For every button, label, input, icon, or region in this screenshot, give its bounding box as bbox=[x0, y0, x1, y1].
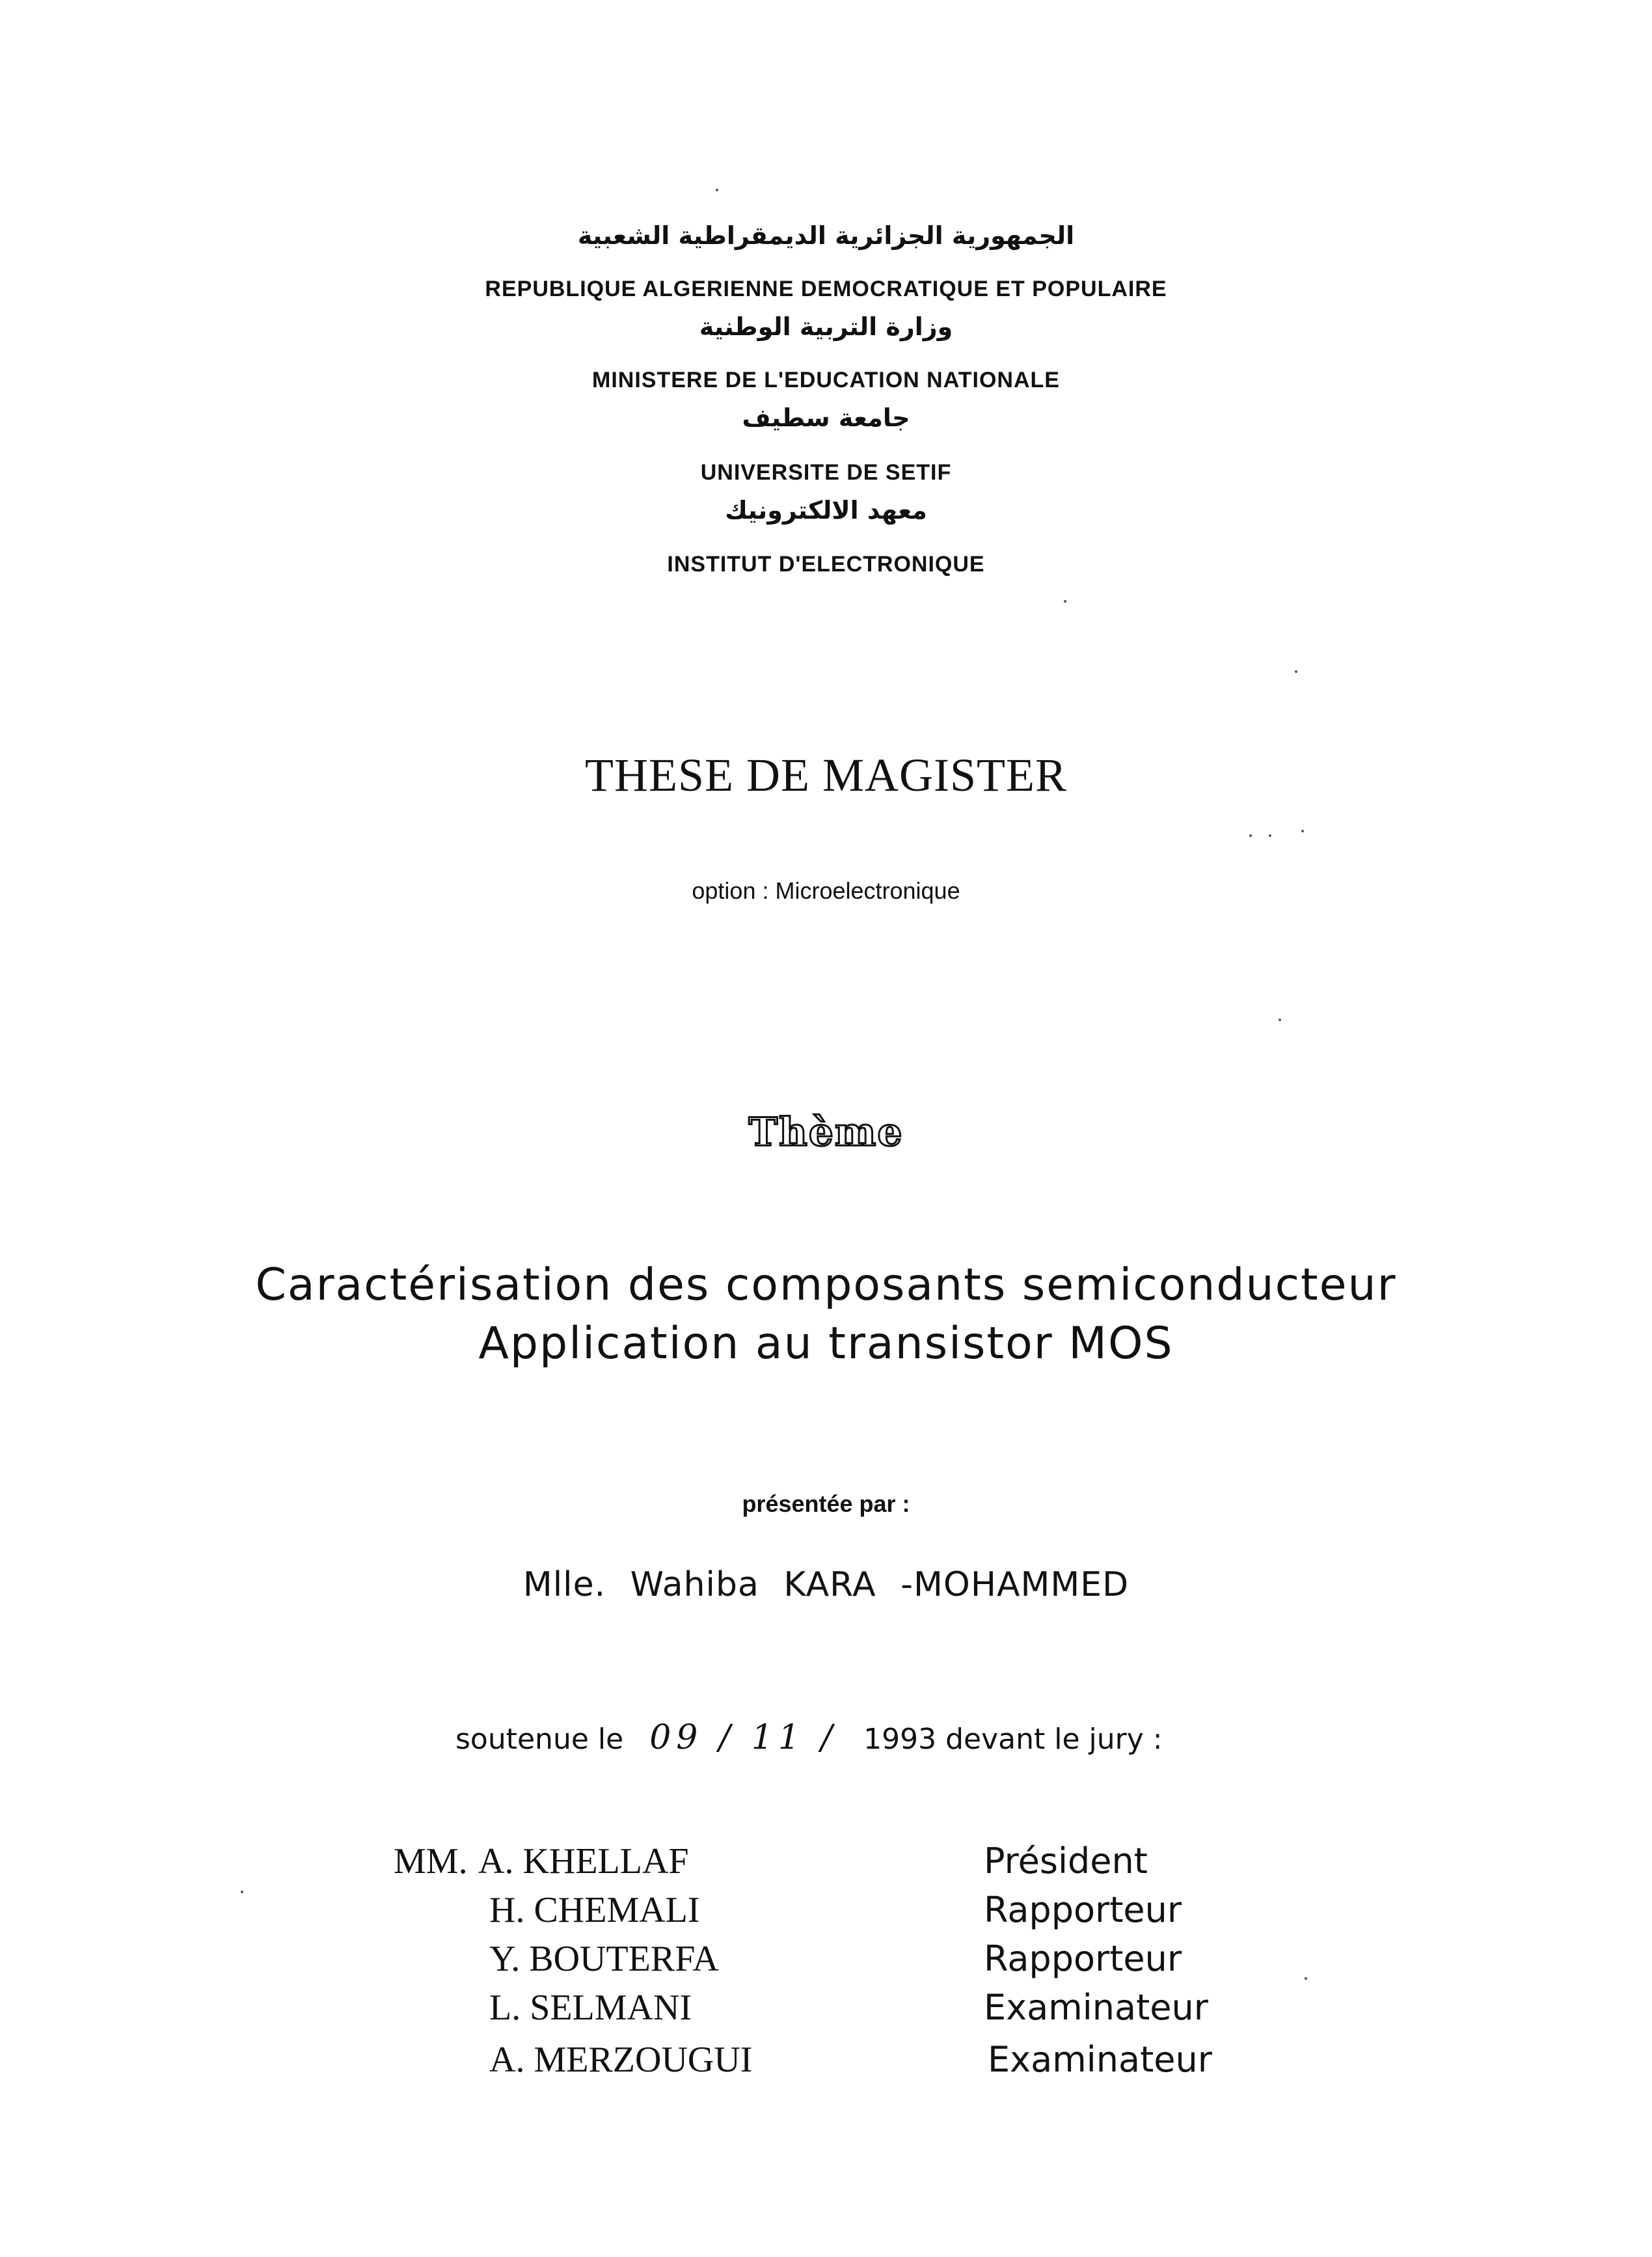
scan-speck bbox=[1269, 834, 1271, 837]
jury-member-role: Examinateur bbox=[984, 1987, 1208, 2028]
ministry-line: MINISTERE DE L'EDUCATION NATIONALE bbox=[592, 368, 1060, 392]
scan-speck bbox=[1305, 1977, 1307, 1980]
thesis-option: option : Microelectronique bbox=[692, 877, 960, 904]
arabic-ministry-line: وزارة التربية الوطنية bbox=[699, 312, 953, 341]
jury-member-name: Y. BOUTERFA bbox=[489, 1939, 719, 1979]
scan-speck bbox=[241, 1891, 243, 1893]
scan-speck bbox=[1249, 834, 1252, 837]
university-line: UNIVERSITE DE SETIF bbox=[700, 460, 952, 485]
jury-member-name: A. MERZOUGUI bbox=[489, 2040, 753, 2080]
jury-member-name: A. KHELLAF bbox=[478, 1841, 689, 1881]
presented-by-label: présentée par : bbox=[742, 1490, 910, 1517]
jury-member-name: L. SELMANI bbox=[489, 1988, 692, 2028]
scan-speck bbox=[1301, 830, 1304, 832]
arabic-institute-line: معهد الالكترونيك bbox=[725, 496, 927, 525]
jury-member-role: Rapporteur bbox=[984, 1938, 1182, 1979]
republic-line: REPUBLIQUE ALGERIENNE DEMOCRATIQUE ET POPULAIRE bbox=[485, 277, 1167, 301]
defense-prefix: soutenue le bbox=[455, 1723, 624, 1756]
institute-line: INSTITUT D'ELECTRONIQUE bbox=[667, 552, 985, 577]
jury-member-role: Examinateur bbox=[988, 2039, 1212, 2080]
arabic-university-line: جامعة سطيف bbox=[742, 404, 910, 432]
scan-speck bbox=[1295, 670, 1297, 673]
jury-member-role: Président bbox=[984, 1840, 1148, 1881]
arabic-republic-line: الجمهورية الجزائرية الديمقراطية الشعبية bbox=[577, 221, 1075, 250]
defense-line bbox=[455, 1718, 1163, 1757]
jury-member-name: H. CHEMALI bbox=[489, 1890, 700, 1930]
author-name: Mlle. Wahiba KARA -MOHAMMED bbox=[522, 1565, 1130, 1604]
defense-suffix: 1993 devant le jury : bbox=[863, 1723, 1163, 1756]
jury-member-role: Rapporteur bbox=[984, 1889, 1182, 1930]
scan-speck bbox=[716, 189, 718, 191]
thesis-type: THESE DE MAGISTER bbox=[585, 749, 1067, 801]
jury-prefix: MM. bbox=[394, 1841, 468, 1881]
scan-speck bbox=[1064, 600, 1066, 603]
thesis-title-line-1: Caractérisation des composants semiconducteur bbox=[255, 1259, 1397, 1311]
thesis-title-line-2: Application au transistor MOS bbox=[478, 1318, 1174, 1369]
handwritten-date: 09 / 11 / bbox=[649, 1718, 838, 1757]
theme-heading: Thème bbox=[748, 1110, 904, 1155]
scan-speck bbox=[1279, 1019, 1281, 1021]
